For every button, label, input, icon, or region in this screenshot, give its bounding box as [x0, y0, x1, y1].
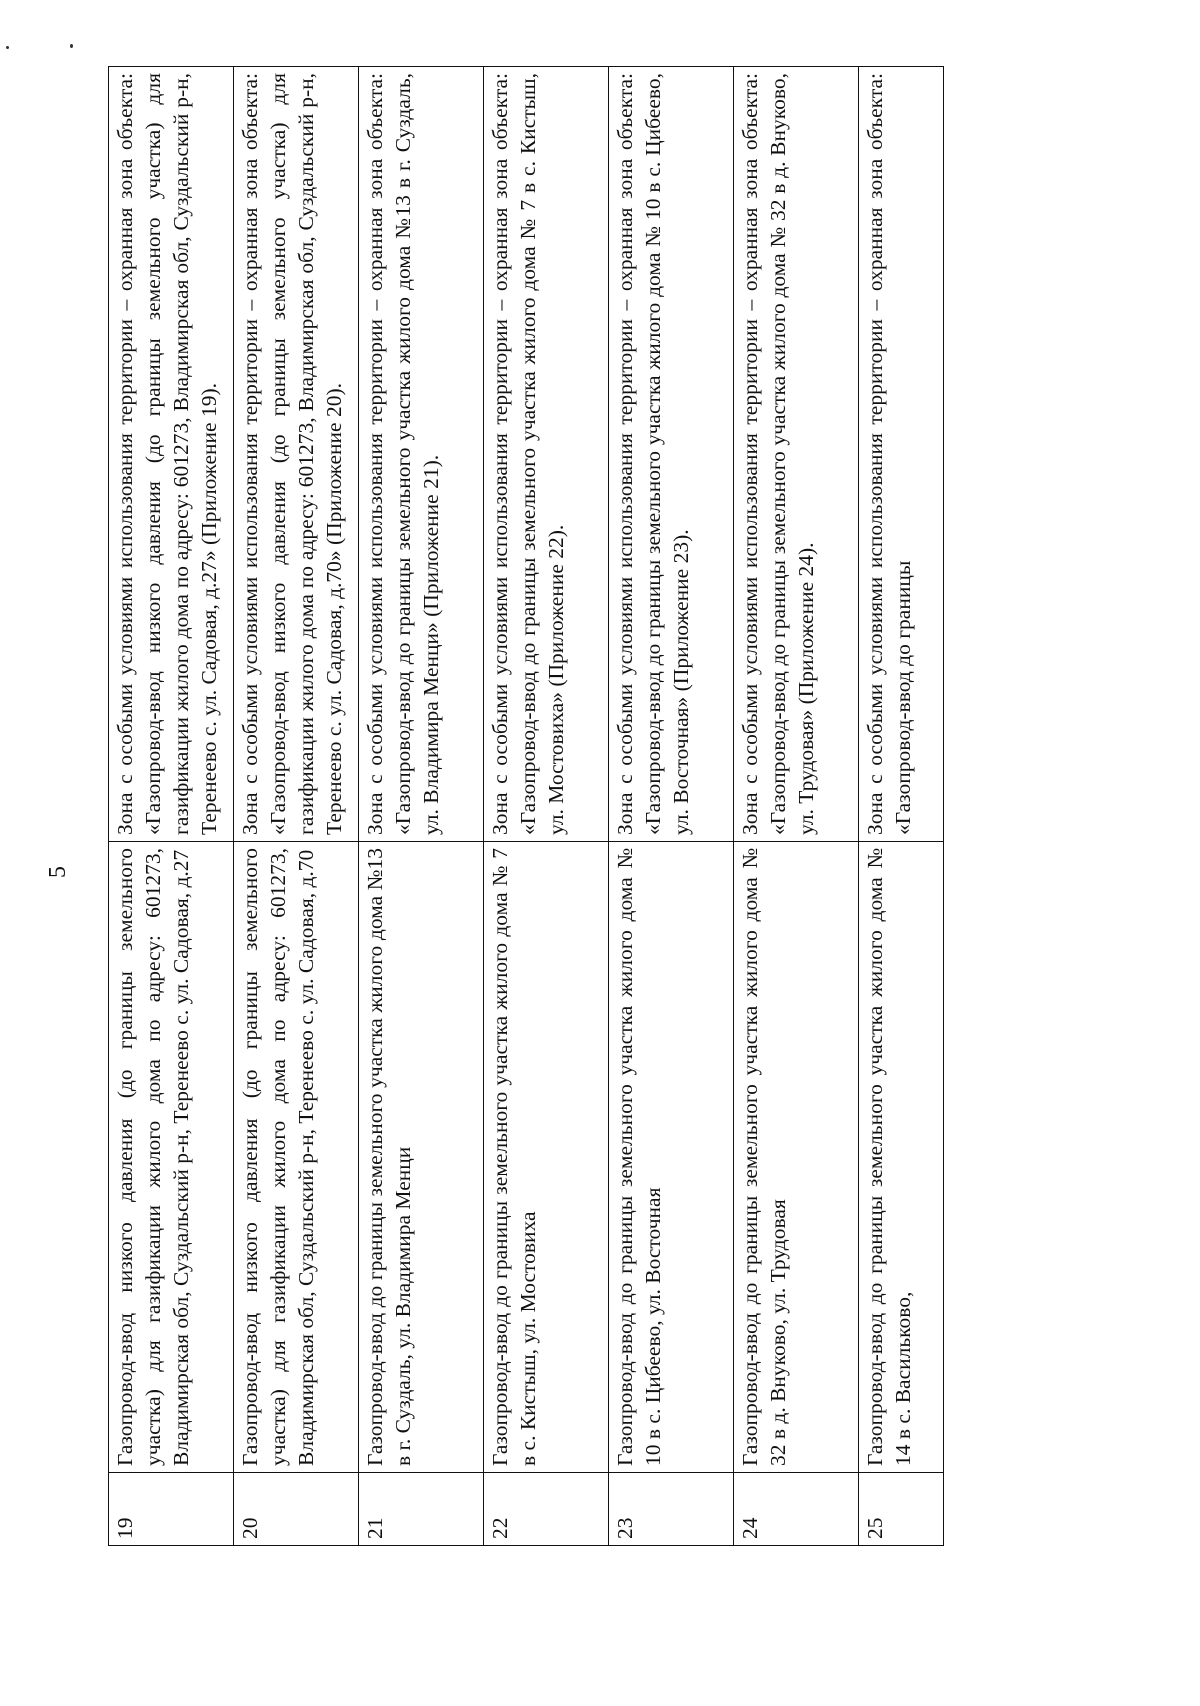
table-row [359, 67, 484, 1546]
table-row [734, 67, 859, 1546]
rotated-sheet [108, 73, 1118, 1546]
zone-description: Зона с особыми условиями использования территории – охранная зона объекта: «Газопровод-ввод низкого давления (до границы земельного участка) для газификации жилого дома по адресу: 601273, Владимирская обл, Суздальский р-н, Теренеево с. ул. Садовая, д.27» (Приложение 19). [109, 67, 234, 842]
object-description: Газопровод-ввод до границы земельного участка жилого дома № 14 в с. Васильково, [859, 842, 944, 1473]
table-row [234, 67, 359, 1546]
zone-description: Зона с особыми условиями использования территории – охранная зона объекта: «Газопровод-ввод низкого давления (до границы земельного участка) для газификации жилого дома по адресу: 601273, Владимирская обл, Суздальский р-н, Теренеево с. ул. Садовая, д.70» (Приложение 20). [234, 67, 359, 842]
zone-description: Зона с особыми условиями использования территории – охранная зона объекта: «Газопровод-ввод до границы земельного участка жилого дома № 32 в д. Внуково, ул. Трудовая» (Приложение 24). [734, 67, 859, 842]
zone-description: Зона с особыми условиями использования территории – охранная зона объекта: «Газопровод-ввод до границы земельного участка жилого дома № 10 в с. Цибеево, ул. Восточная» (Приложение 23). [609, 67, 734, 842]
row-number: 24 [734, 1473, 859, 1546]
table-row [859, 67, 944, 1546]
row-number: 21 [359, 1473, 484, 1546]
object-description: Газопровод-ввод низкого давления (до границы земельного участка) для газификации жилого дома по адресу: 601273, Владимирская обл, Суздальский р-н, Теренеево с. ул. Садовая, д.27 [109, 842, 234, 1473]
scan-speck [6, 46, 9, 49]
object-description: Газопровод-ввод до границы земельного участка жилого дома № 7 в с. Кистыш, ул. Мостовиха [484, 842, 609, 1473]
row-number: 22 [484, 1473, 609, 1546]
table-row [109, 67, 234, 1546]
zone-description: Зона с особыми условиями использования территории – охранная зона объекта: «Газопровод-ввод до границы земельного участка жилого дома № 7 в с. Кистыш, ул. Мостовиха» (Приложение 22). [484, 67, 609, 842]
scan-speck [70, 44, 73, 48]
page-number: 5 [45, 866, 71, 878]
row-number: 25 [859, 1473, 944, 1546]
zone-description: Зона с особыми условиями использования территории – охранная зона объекта: «Газопровод-ввод до границы [859, 67, 944, 842]
row-number: 23 [609, 1473, 734, 1546]
row-number: 19 [109, 1473, 234, 1546]
zone-registry-table [108, 66, 944, 1546]
object-description: Газопровод-ввод до границы земельного участка жилого дома №13 в г. Суздаль, ул. Владимира Менци [359, 842, 484, 1473]
object-description: Газопровод-ввод низкого давления (до границы земельного участка) для газификации жилого дома по адресу: 601273, Владимирская обл, Суздальский р-н, Теренеево с. ул. Садовая, д.70 [234, 842, 359, 1473]
object-description: Газопровод-ввод до границы земельного участка жилого дома № 32 в д. Внуково, ул. Трудовая [734, 842, 859, 1473]
table-row [484, 67, 609, 1546]
zone-description: Зона с особыми условиями использования территории – охранная зона объекта: «Газопровод-ввод до границы земельного участка жилого дома №13 в г. Суздаль, ул. Владимира Менци» (Приложение 21). [359, 67, 484, 842]
table-row [609, 67, 734, 1546]
object-description: Газопровод-ввод до границы земельного участка жилого дома № 10 в с. Цибеево, ул. Восточная [609, 842, 734, 1473]
row-number: 20 [234, 1473, 359, 1546]
